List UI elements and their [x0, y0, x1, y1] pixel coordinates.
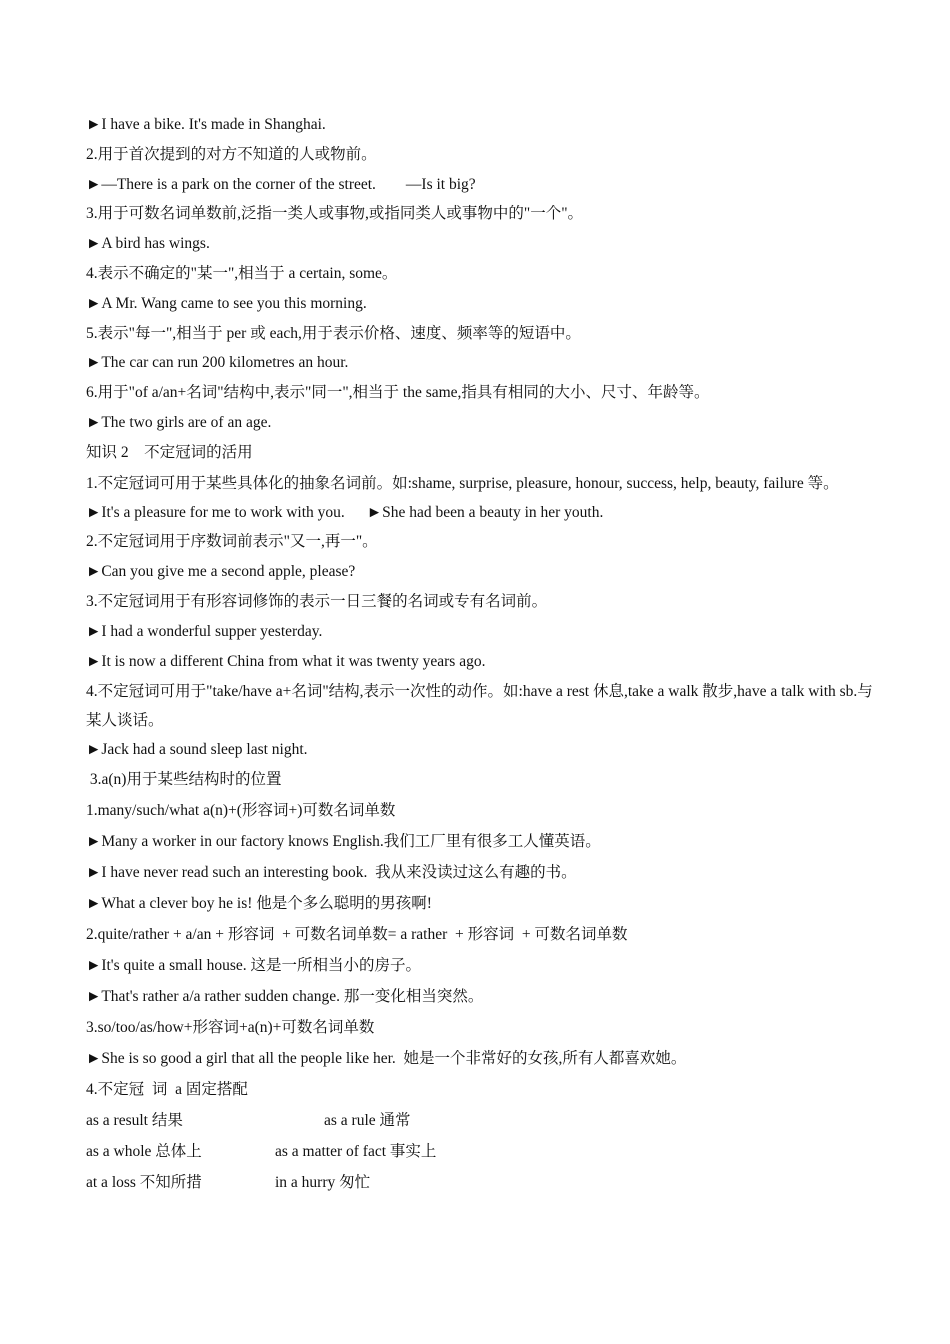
text-line: 5.表示"每一",相当于 per 或 each,用于表示价格、速度、频率等的短语中。	[86, 324, 581, 342]
example-1: ►It's a pleasure for me to work with you.	[86, 503, 345, 521]
text-line: 2.不定冠词用于序数词前表示"又一,再一"。	[86, 533, 378, 551]
text-line: 1.many/such/what a(n)+(形容词+)可数名词单数	[86, 801, 396, 819]
phrase-row	[86, 1167, 876, 1198]
text-line: ►I have never read such an interesting book. 我从来没读过这么有趣的书。	[86, 863, 577, 881]
text-line: ►I had a wonderful supper yesterday.	[86, 622, 323, 640]
text-line: 3.用于可数名词单数前,泛指一类人或事物,或指同类人或事物中的"一个"。	[86, 205, 584, 223]
phrase: as a result 结果	[86, 1111, 183, 1129]
text-line: ►I have a bike. It's made in Shanghai.	[86, 116, 326, 133]
phrase-row	[86, 1136, 876, 1167]
phrase: as a matter of fact 事实上	[275, 1142, 437, 1160]
text-line: 3.不定冠词用于有形容词修饰的表示一日三餐的名词或专有名词前。	[86, 592, 548, 610]
text-line: 3.so/too/as/how+形容词+a(n)+可数名词单数	[86, 1018, 375, 1036]
text-line: ►She is so good a girl that all the people like her. 她是一个非常好的女孩,所有人都喜欢她。	[86, 1049, 687, 1067]
text-line: ►The two girls are of an age.	[86, 413, 272, 431]
text-line: ►That's rather a/a rather sudden change. 那一变化相当突然。	[86, 987, 484, 1005]
text-line: ►The car can run 200 kilometres an hour.	[86, 354, 349, 372]
text-line: ►Can you give me a second apple, please?	[86, 563, 356, 581]
example-2: ►She had been a beauty in her youth.	[366, 503, 604, 521]
text-line: ►Jack had a sound sleep last night.	[86, 741, 308, 759]
phrase: in a hurry 匆忙	[275, 1173, 371, 1191]
text-line: ►Many a worker in our factory knows English.我们工厂里有很多工人懂英语。	[86, 832, 601, 850]
phrase: as a whole 总体上	[86, 1142, 202, 1160]
text-paragraph: 1.不定冠词可用于某些具体化的抽象名词前。如:shame, surprise, pleasure, honour, success, help, beauty, failure 等。	[86, 474, 839, 492]
text-line: 6.用于"of a/an+名词"结构中,表示"同一",相当于 the same,指具有相同的大小、尺寸、年龄等。	[86, 384, 710, 402]
dialog-part-2: —Is it big?	[405, 175, 476, 193]
text-line	[86, 170, 876, 200]
phrase-row	[86, 1105, 876, 1136]
phrase: at a loss 不知所措	[86, 1173, 202, 1191]
section-heading: 知识 2 不定冠词的活用	[86, 443, 253, 461]
phrase: as a rule 通常	[324, 1111, 411, 1129]
text-line: ►What a clever boy he is! 他是个多么聪明的男孩啊!	[86, 894, 432, 912]
dialog-part-1: ►—There is a park on the corner of the street.	[86, 175, 376, 193]
text-line: ►A bird has wings.	[86, 235, 210, 253]
section-heading: 3.a(n)用于某些结构时的位置	[86, 771, 282, 789]
text-paragraph: 4.不定冠词可用于"take/have a+名词"结构,表示一次性的动作。如:have a rest 休息,take a walk 散步,have a talk with sb.与某人谈话。	[86, 683, 873, 730]
text-line: ►It is now a different China from what it was twenty years ago.	[86, 652, 486, 670]
section-heading: 4.不定冠 词 a 固定搭配	[86, 1080, 248, 1098]
text-line: 2.quite/rather + a/an + 形容词 + 可数名词单数= a rather + 形容词 + 可数名词单数	[86, 925, 628, 943]
text-line: ►It's quite a small house. 这是一所相当小的房子。	[86, 956, 421, 974]
text-line: 4.表示不确定的"某一",相当于 a certain, some。	[86, 264, 398, 282]
text-line	[86, 498, 876, 528]
text-line: 2.用于首次提到的对方不知道的人或物前。	[86, 145, 377, 163]
document-page	[86, 110, 876, 1198]
text-line: ►A Mr. Wang came to see you this morning.	[86, 294, 367, 312]
